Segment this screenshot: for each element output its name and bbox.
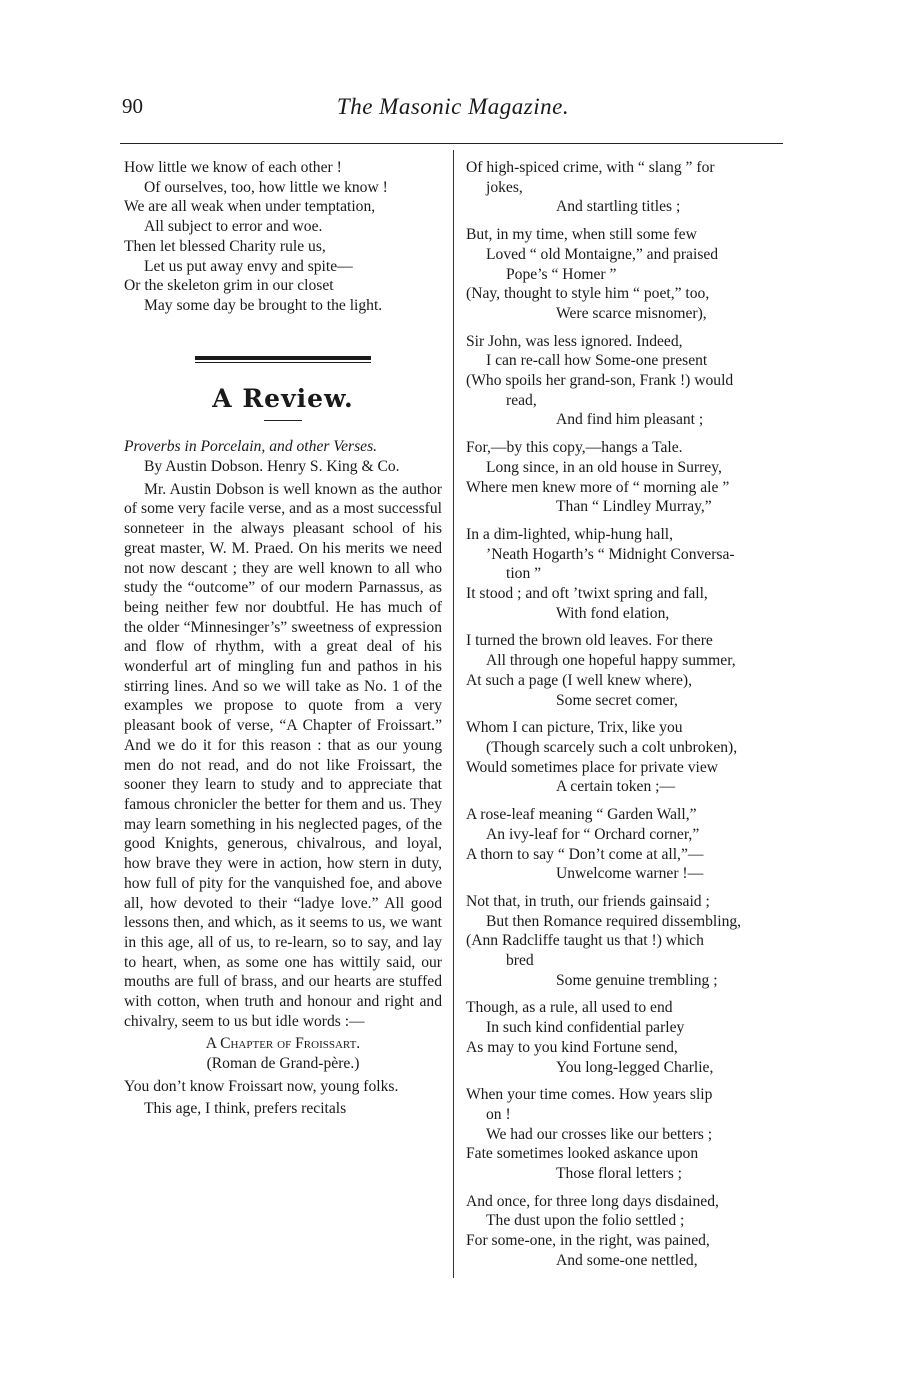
stanza <box>466 998 784 1077</box>
page-number: 90 <box>122 94 143 118</box>
poem-line: jokes, <box>486 178 523 196</box>
stanza <box>466 438 784 517</box>
closing-poem <box>124 158 442 316</box>
poem-line: Though, as a rule, all used to end <box>466 999 673 1017</box>
poem-line: Or the skeleton grim in our closet <box>124 277 334 295</box>
stanza <box>466 1085 784 1184</box>
poem-line: Then let blessed Charity rule us, <box>124 237 326 255</box>
left-column <box>124 158 442 1118</box>
right-column <box>466 158 784 1279</box>
column-divider <box>453 150 454 1278</box>
poem-line: (Nay, thought to style him “ poet,” too, <box>466 285 710 303</box>
poem-line: I turned the brown old leaves. For there <box>466 632 713 650</box>
stanza <box>466 892 784 991</box>
poem-subtitle: (Roman de Grand-père.) <box>206 1055 360 1073</box>
poem-line: (Ann Radcliffe taught us that !) which <box>466 932 704 950</box>
page-header <box>122 94 784 124</box>
poem-line: Whom I can picture, Trix, like you <box>466 719 683 737</box>
poem-line: All through one hopeful happy summer, <box>486 652 736 670</box>
poem-line: And some-one nettled, <box>556 1251 698 1269</box>
poem-line: Sir John, was less ignored. Indeed, <box>466 332 683 350</box>
poem-line: And find him pleasant ; <box>556 411 704 429</box>
poem-line: (Though scarcely such a colt unbroken), <box>486 738 738 756</box>
stanza <box>466 718 784 797</box>
section-divider <box>195 356 371 363</box>
poem-line: Those floral letters ; <box>556 1165 683 1183</box>
poem-line: But then Romance required dissembling, <box>486 912 742 930</box>
poem-line: You long-legged Charlie, <box>556 1058 714 1076</box>
poem-line: All subject to error and woe. <box>144 218 323 236</box>
poem-line: on ! <box>486 1105 511 1123</box>
poem-line: A certain token ;— <box>556 778 676 796</box>
heading-rule <box>264 420 302 421</box>
poem-line: Unwelcome warner !— <box>556 865 704 883</box>
poem-line: May some day be brought to the light. <box>144 296 383 314</box>
poem-line: But, in my time, when still some few <box>466 226 697 244</box>
poem-line: How little we know of each other ! <box>124 159 342 176</box>
poem-line: For,—by this copy,—hangs a Tale. <box>466 439 683 457</box>
stanza <box>466 225 784 324</box>
poem-line: For some-one, in the right, was pained, <box>466 1232 710 1250</box>
poem-title: A Chapter of Froissart. <box>205 1035 361 1053</box>
poem-line: Loved “ old Montaigne,” and praised <box>486 245 719 263</box>
poem-line: Of ourselves, too, how little we know ! <box>144 178 388 196</box>
stanza <box>466 332 784 431</box>
poem-line: Long since, in an old house in Surrey, <box>486 458 722 476</box>
stanza <box>466 631 784 710</box>
book-byline: By Austin Dobson. Henry S. King & Co. <box>144 458 400 476</box>
poem-line: tion ” <box>506 565 542 583</box>
poem-line: We are all weak when under temptation, <box>124 198 376 216</box>
header-rule <box>120 143 783 144</box>
poem-line: Were scarce misnomer), <box>556 304 707 322</box>
poem-line: (Who spoils her grand-son, Frank !) would <box>466 372 734 390</box>
book-title: Proverbs in Porcelain, and other Verses. <box>124 438 378 456</box>
poem-line: Some genuine trembling ; <box>556 971 718 989</box>
running-title: The Masonic Magazine. <box>336 94 570 119</box>
poem-line: And once, for three long days disdained, <box>466 1192 719 1210</box>
poem-line: As may to you kind Fortune send, <box>466 1038 678 1056</box>
stanza <box>466 1192 784 1271</box>
poem-line: The dust upon the folio settled ; <box>486 1212 685 1230</box>
section-heading: A Review. <box>212 383 354 413</box>
poem-line: Some secret comer, <box>556 691 678 709</box>
stanza <box>466 158 784 217</box>
poem-line: A thorn to say “ Don’t come at all,”— <box>466 845 704 863</box>
poem-line: Would sometimes place for private view <box>466 758 719 776</box>
poem-line: With fond elation, <box>556 604 670 622</box>
poem-line: In such kind confidential parley <box>486 1019 685 1037</box>
poem-line: It stood ; and oft ’twixt spring and fall, <box>466 585 708 603</box>
poem-line: This age, I think, prefers recitals <box>144 1099 347 1117</box>
poem-line: bred <box>506 952 534 970</box>
poem-line: Where men knew more of “ morning ale ” <box>466 478 730 496</box>
stanza <box>466 525 784 624</box>
review-paragraph: Mr. Austin Dobson is well known as the author of some very facile verse, and as a most successful sonneteer in the always pleasant school of his great master, W. M. Praed. On his merits we need not now descant ; they are well known to all who study the “outcome” of our modern Parnassus, as being neither few nor doubtful. He has much of the older “Minnesinger’s” sweetness of expression and flow of rhythm, with a great deal of his wonderful art of mingling fun and pathos in his stirring lines. And so we will take as No. 1 of the examples we propose to quote from a very pleasant book of verse, “A Chapter of Froissart.” And we do it for this reason : that as our young men do not read, and do not like Froissart, the sooner they learn to study and to appreciate that famous chronicler the better for them and us. They may learn something in his neglected pages, of the good Knights, generous, chivalrous, and loyal, how brave they were in action, how stern in duty, how full of pity for the vanquished foe, and above all, how devoted to their “ladye love.” All good lessons then, and which, as it seems to us, we want in this age, all of us, to re-learn, so to say, and lay to heart, when, as some one has wittily said, our mouths are full of brass, and our hearts are stuffed with cotton, when truth and honour and right and chivalry, seem to us but idle words :— <box>124 480 442 1030</box>
poem-line: You don’t know Froissart now, young folks. <box>124 1077 399 1095</box>
poem-line: I can re-call how Some-one present <box>486 352 708 370</box>
poem-line: We had our crosses like our betters ; <box>486 1125 713 1143</box>
poem-line: And startling titles ; <box>556 198 681 216</box>
poem-line: When your time comes. How years slip <box>466 1086 713 1104</box>
poem-line: Fate sometimes looked askance upon <box>466 1145 699 1163</box>
poem-line: read, <box>506 391 537 409</box>
poem-line: Than “ Lindley Murray,” <box>556 498 712 516</box>
poem-line: Of high-spiced crime, with “ slang ” for <box>466 159 715 176</box>
poem-line: Not that, in truth, our friends gainsaid ; <box>466 892 710 910</box>
poem-line: A rose-leaf meaning “ Garden Wall,” <box>466 806 697 824</box>
stanza <box>466 805 784 884</box>
poem-line: Let us put away envy and spite— <box>144 257 353 275</box>
poem-line: An ivy-leaf for “ Orchard corner,” <box>486 825 700 843</box>
poem-line: At such a page (I well knew where), <box>466 671 693 689</box>
poem-line: In a dim-lighted, whip-hung hall, <box>466 525 674 543</box>
poem-line: Pope’s “ Homer ” <box>506 265 617 283</box>
poem-line: ’Neath Hogarth’s “ Midnight Conversa- <box>486 545 735 563</box>
